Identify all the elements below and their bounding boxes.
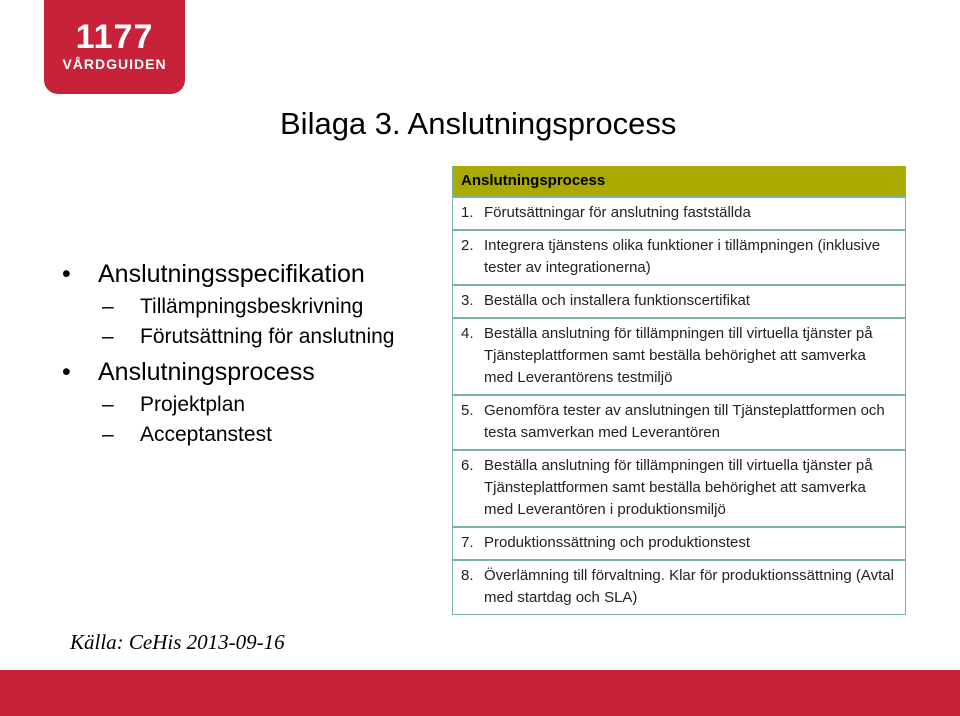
bullet-icon: •: [62, 260, 71, 288]
step-number: 3.: [461, 292, 474, 309]
step-text: Överlämning till förvaltning. Klar för produktionssättning (Avtal med startdag och SLA): [484, 567, 894, 606]
step-text: Beställa och installera funktionscertifikat: [484, 292, 750, 309]
sub-bullet-item: [60, 420, 430, 450]
step-number: 7.: [461, 534, 474, 551]
dash-icon: –: [102, 295, 114, 318]
process-step: [453, 449, 905, 526]
sub-bullet-label: Tillämpningsbeskrivning: [140, 295, 364, 318]
step-text: Beställa anslutning för tillämpningen till virtuella tjänster på Tjänsteplattformen samt beställa behörighet att samverka med Leverantören i produktionsmiljö: [484, 457, 873, 518]
process-box-header: Anslutningsprocess: [453, 166, 905, 196]
bottom-bar: [0, 670, 960, 716]
page-title: Bilaga 3. Anslutningsprocess: [280, 106, 677, 141]
process-step: [453, 229, 905, 284]
vardguiden-logo: [44, 0, 185, 94]
dash-icon: –: [102, 423, 114, 446]
process-step: [453, 196, 905, 229]
step-number: 6.: [461, 457, 474, 474]
bullet-item: [60, 258, 430, 290]
bullet-item: [60, 356, 430, 388]
step-text: Beställa anslutning för tillämpningen till virtuella tjänster på Tjänsteplattformen samt beställa behörighet att samverka med Leverantörens testmiljö: [484, 325, 873, 386]
logo-name: VÅRDGUIDEN: [62, 56, 167, 72]
step-text: Förutsättningar för anslutning fastställda: [484, 204, 751, 221]
sub-bullet-label: Projektplan: [140, 393, 246, 416]
process-step: [453, 559, 905, 614]
step-number: 4.: [461, 325, 474, 342]
step-number: 8.: [461, 567, 474, 584]
process-box: [452, 166, 906, 615]
process-step: [453, 284, 905, 317]
step-text: Integrera tjänstens olika funktioner i tillämpningen (inklusive tester av integrationerna): [484, 237, 881, 276]
dash-icon: –: [102, 325, 114, 348]
bullet-label: Anslutningsspecifikation: [98, 260, 365, 288]
sub-bullet-label: Förutsättning för anslutning: [140, 325, 395, 348]
step-number: 5.: [461, 402, 474, 419]
step-number: 2.: [461, 237, 474, 254]
logo-number: 1177: [75, 18, 154, 56]
sub-bullet-item: [60, 322, 430, 352]
step-text: Genomföra tester av anslutningen till Tjänsteplattformen och testa samverkan med Leverantören: [484, 402, 885, 441]
process-step: [453, 394, 905, 449]
step-text: Produktionssättning och produktionstest: [484, 534, 750, 551]
step-number: 1.: [461, 204, 474, 221]
dash-icon: –: [102, 393, 114, 416]
sub-bullet-label: Acceptanstest: [140, 423, 272, 446]
bullet-icon: •: [62, 358, 71, 386]
sub-bullet-item: [60, 292, 430, 322]
process-step: [453, 526, 905, 559]
bullet-list: [60, 258, 430, 450]
sub-bullet-item: [60, 390, 430, 420]
source-note: Källa: CeHis 2013-09-16: [70, 630, 285, 654]
process-step: [453, 317, 905, 394]
bullet-label: Anslutningsprocess: [98, 358, 315, 386]
